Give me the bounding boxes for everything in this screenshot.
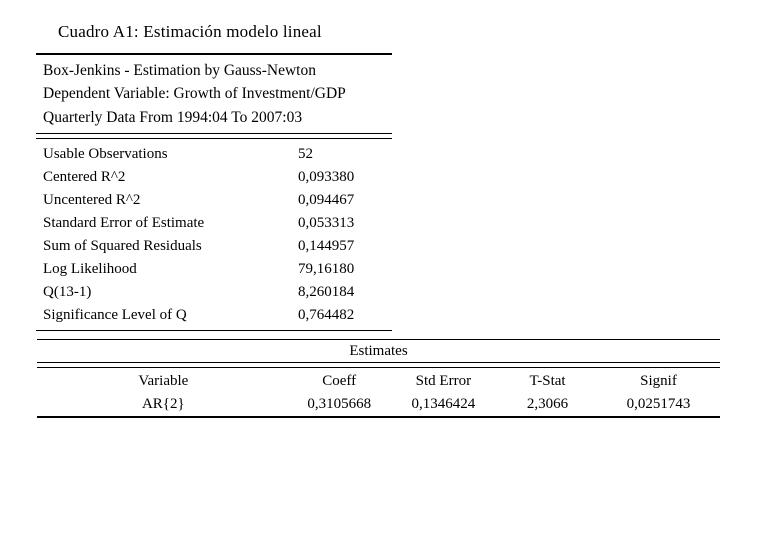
stat-value: 8,260184 bbox=[298, 283, 355, 300]
stat-label: Centered R^2 bbox=[43, 168, 126, 185]
stat-row bbox=[36, 143, 392, 166]
stat-value: 0,764482 bbox=[298, 306, 355, 323]
t-stat-cell: 2,3066 bbox=[526, 396, 569, 412]
stat-label: Sum of Squared Residuals bbox=[43, 237, 202, 254]
column-header-variable: Variable bbox=[138, 373, 189, 389]
column-header-t-stat: T-Stat bbox=[529, 373, 566, 389]
coeff-cell: 0,3105668 bbox=[307, 396, 372, 412]
stat-row bbox=[36, 212, 392, 235]
stat-row bbox=[36, 304, 392, 327]
estimates-table-title: Estimates bbox=[349, 343, 408, 359]
stat-label: Significance Level of Q bbox=[43, 306, 187, 323]
stat-row bbox=[36, 258, 392, 281]
column-header-std-error: Std Error bbox=[415, 373, 472, 389]
stat-label: Log Likelihood bbox=[43, 260, 137, 277]
stat-value: 0,144957 bbox=[298, 237, 355, 254]
table-caption: Cuadro A1: Estimación modelo lineal bbox=[58, 22, 322, 41]
sample-period-line: Quarterly Data From 1994:04 To 2007:03 bbox=[43, 108, 303, 126]
summary-table bbox=[36, 53, 392, 331]
summary-table-header bbox=[36, 55, 392, 133]
stat-row bbox=[36, 189, 392, 212]
stat-value: 0,053313 bbox=[298, 214, 355, 231]
estimates-header-row bbox=[37, 368, 720, 393]
column-header-coeff: Coeff bbox=[322, 373, 357, 389]
estimates-grid bbox=[37, 368, 720, 418]
stat-row bbox=[36, 235, 392, 258]
stat-row bbox=[36, 281, 392, 304]
stat-label: Usable Observations bbox=[43, 145, 168, 162]
stat-value: 52 bbox=[298, 145, 313, 162]
stat-label: Standard Error of Estimate bbox=[43, 214, 205, 231]
estimate-row bbox=[37, 393, 720, 417]
stat-value: 79,16180 bbox=[298, 260, 355, 277]
stat-value: 0,093380 bbox=[298, 168, 355, 185]
variable-cell: AR{2} bbox=[141, 396, 185, 412]
signif-cell: 0,0251743 bbox=[626, 396, 691, 412]
stat-label: Uncentered R^2 bbox=[43, 191, 141, 208]
estimates-table bbox=[37, 339, 720, 418]
stat-label: Q(13-1) bbox=[43, 283, 92, 300]
dependent-variable-line: Dependent Variable: Growth of Investment/GDP bbox=[43, 85, 346, 103]
stat-value: 0,094467 bbox=[298, 191, 355, 208]
stat-row bbox=[36, 166, 392, 189]
column-header-signif: Signif bbox=[640, 373, 677, 389]
summary-stats bbox=[36, 139, 392, 331]
estimation-method-line: Box-Jenkins - Estimation by Gauss-Newton bbox=[43, 62, 316, 79]
std-error-cell: 0,1346424 bbox=[411, 396, 476, 412]
